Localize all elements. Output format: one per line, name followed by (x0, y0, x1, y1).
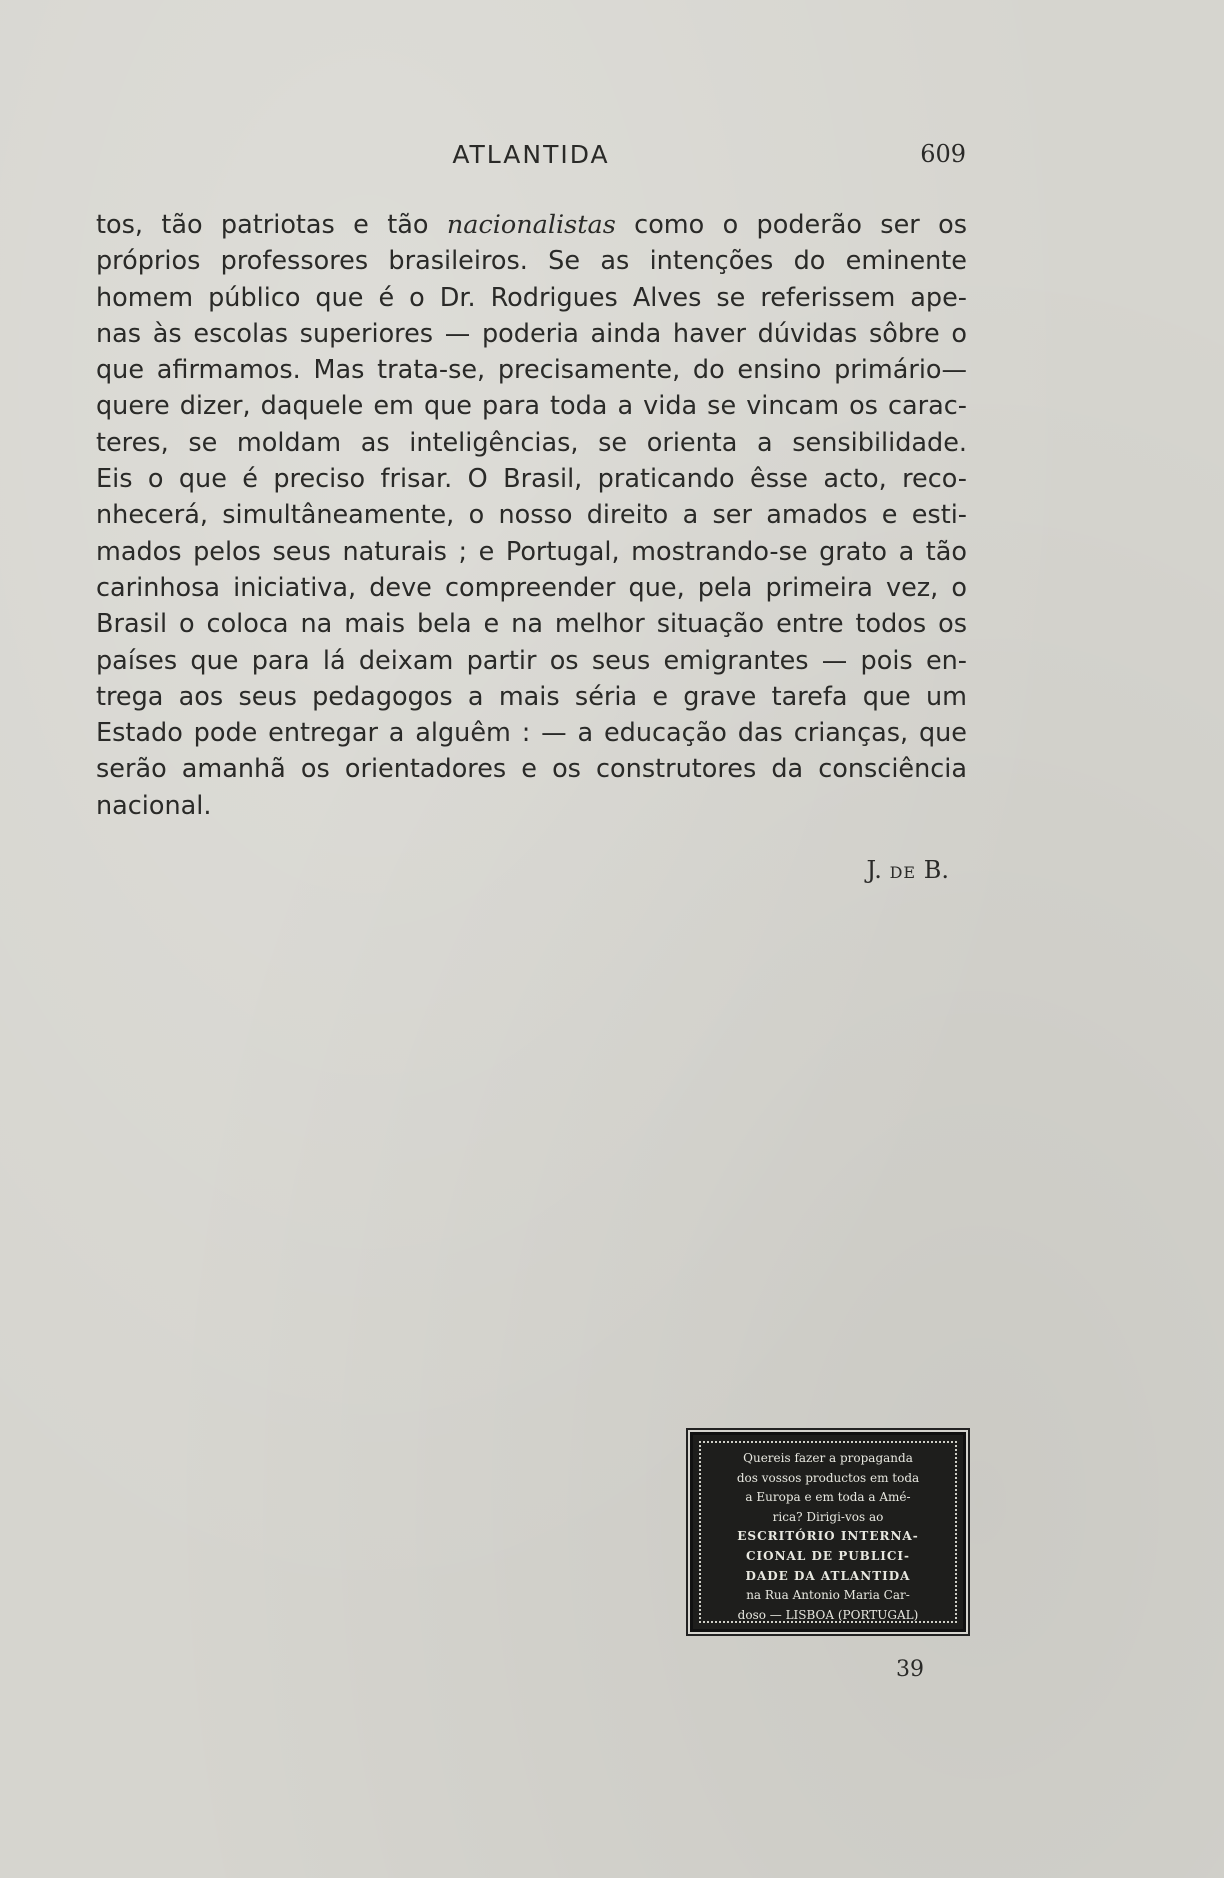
body-line-8: Eis o que é preciso frisar. O Brasil, praticando êsse acto, reco- (96, 464, 967, 495)
journal-title: ATLANTIDA (452, 140, 610, 169)
ad-line-2: dos vossos productos em toda (736, 1470, 920, 1485)
author-signature (867, 856, 949, 884)
ad-line-4: rica? Dirigi-vos ao (772, 1509, 884, 1524)
body-line-4: nas às escolas superiores — poderia ainda haver dúvidas sôbre o (96, 318, 967, 349)
ad-line-7: DADE DA ATLANTIDA (745, 1568, 911, 1583)
ad-line-3: a Europa e em toda a Amé- (745, 1490, 911, 1505)
running-head (96, 140, 966, 174)
page-number: 609 (920, 140, 966, 168)
body-line-11: carinhosa iniciativa, deve compreender que, pela primeira vez, o (96, 572, 967, 603)
signature-initial: J. (866, 856, 882, 884)
body-line-1-start: tos, tão patriotas e tão (96, 210, 447, 240)
body-line-6: quere dizer, daquele em que para toda a vida se vincam os carac- (96, 391, 967, 422)
article-body (96, 207, 967, 824)
signature-surname: B. (923, 856, 949, 884)
ad-line-8: na Rua Antonio Maria Car- (746, 1588, 910, 1603)
body-line-2: próprios professores brasileiros. Se as intenções do eminente (96, 246, 967, 277)
body-line-16: serão amanhã os orientadores e os construtores da consciência (96, 754, 967, 785)
body-line-15: Estado pode entregar a alguêm : — a educação das crianças, que (96, 718, 967, 749)
body-line-1-end: como o poderão ser os (615, 210, 967, 240)
advertisement-text (705, 1449, 951, 1625)
body-line-12: Brasil o coloca na mais bela e na melhor situação entre todos os (96, 609, 967, 640)
signature-mark: 39 (896, 1657, 924, 1682)
signature-particle: DE (889, 863, 917, 882)
body-line-17: nacional. (96, 790, 212, 821)
body-line-9: nhecerá, simultâneamente, o nosso direito a ser amados e esti- (96, 500, 967, 531)
ad-line-5: ESCRITÓRIO INTERNA- (737, 1529, 919, 1544)
italic-word: nacionalistas (446, 210, 616, 240)
body-line-13: países que para lá deixam partir os seus emigrantes — pois en- (96, 645, 967, 676)
ad-line-1: Quereis fazer a propaganda (743, 1451, 913, 1465)
ad-line-9: doso — LISBOA (PORTUGAL) (737, 1607, 919, 1622)
ad-line-6: CIONAL DE PUBLICI- (745, 1548, 911, 1563)
body-line-14: trega aos seus pedagogos a mais séria e grave tarefa que um (96, 681, 967, 712)
body-line-7: teres, se moldam as inteligências, se orienta a sensibilidade. (96, 427, 967, 458)
body-line-1 (96, 207, 967, 243)
body-line-10: mados pelos seus naturais ; e Portugal, mostrando-se grato a tão (96, 536, 967, 567)
body-line-3: homem público que é o Dr. Rodrigues Alves se referissem ape- (96, 282, 967, 313)
advertisement-box (690, 1432, 966, 1632)
body-line-5: que afirmamos. Mas trata-se, precisamente, do ensino primário— (96, 355, 967, 386)
